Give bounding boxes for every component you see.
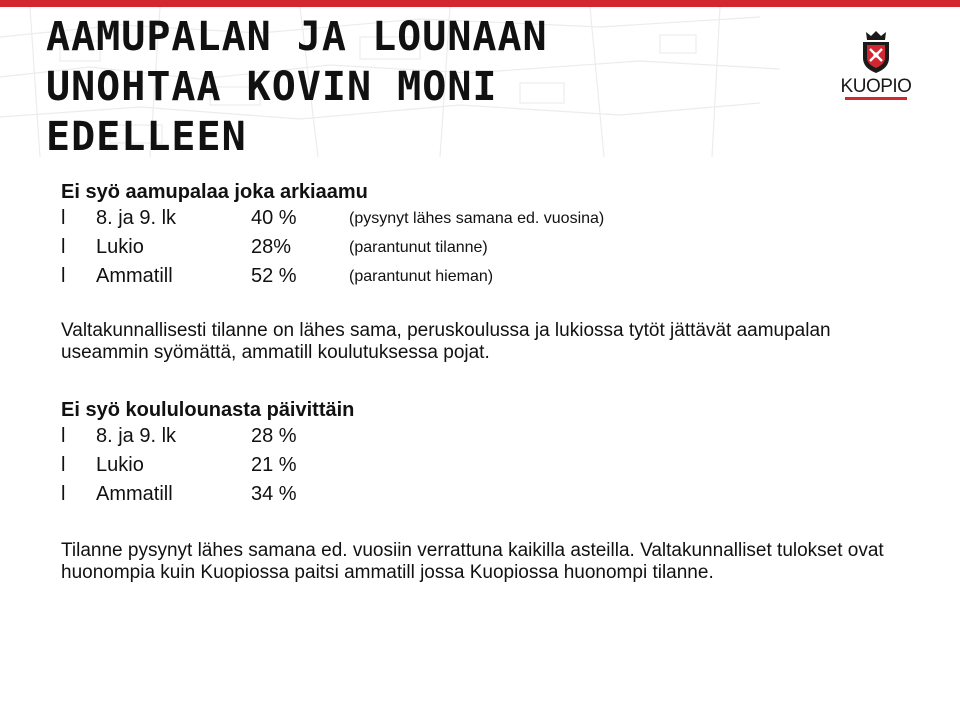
bullet-marker: l [61, 483, 66, 505]
lunch-heading: Ei syö koululounasta päivittäin [61, 399, 355, 421]
lunch-summary: Tilanne pysynyt lähes samana ed. vuosiin verrattuna kaikilla asteilla. Valtakunnalliset tulokset ovat huonompia kuin Kuopiossa paitsi ammatill jossa Kuopiossa huonompi tilanne. [61, 540, 884, 583]
title-line-2: UNOHTAA KOVIN MONI [46, 64, 498, 110]
group-label: Lukio [96, 236, 144, 258]
percentage-value: 40 % [251, 207, 297, 229]
group-label: 8. ja 9. lk [96, 425, 177, 447]
group-label: Ammatill [96, 265, 173, 287]
percentage-value: 34 % [251, 483, 297, 505]
group-label: 8. ja 9. lk [96, 207, 177, 229]
logo-underline [845, 97, 907, 100]
title-line-3: EDELLEEN [46, 114, 247, 160]
percentage-value: 28% [251, 236, 292, 258]
bullet-marker: l [61, 425, 66, 447]
kuopio-logo [836, 30, 916, 110]
bullet-marker: l [61, 207, 66, 229]
bullet-marker: l [61, 454, 66, 476]
trend-note: (pysynyt lähes samana ed. vuosina) [349, 210, 605, 227]
top-accent-bar [0, 0, 960, 7]
group-label: Lukio [96, 454, 144, 476]
percentage-value: 52 % [251, 265, 297, 287]
breakfast-heading: Ei syö aamupalaa joka arkiaamu [61, 181, 368, 203]
coat-of-arms-icon [861, 30, 891, 74]
group-label: Ammatill [96, 483, 173, 505]
trend-note: (parantunut tilanne) [349, 239, 488, 256]
logo-text: KUOPIO [840, 76, 912, 97]
breakfast-summary: Valtakunnallisesti tilanne on lähes sama, peruskoulussa ja lukiossa tytöt jättävät aamupalan useammin syömättä, ammatill koulutuksessa pojat. [61, 320, 831, 363]
trend-note: (parantunut hieman) [349, 268, 494, 285]
percentage-value: 28 % [251, 425, 297, 447]
bullet-marker: l [61, 265, 66, 287]
page-title [46, 12, 806, 162]
percentage-value: 21 % [251, 454, 297, 476]
bullet-marker: l [61, 236, 66, 258]
title-line-1: AAMUPALAN JA LOUNAAN [46, 14, 548, 60]
